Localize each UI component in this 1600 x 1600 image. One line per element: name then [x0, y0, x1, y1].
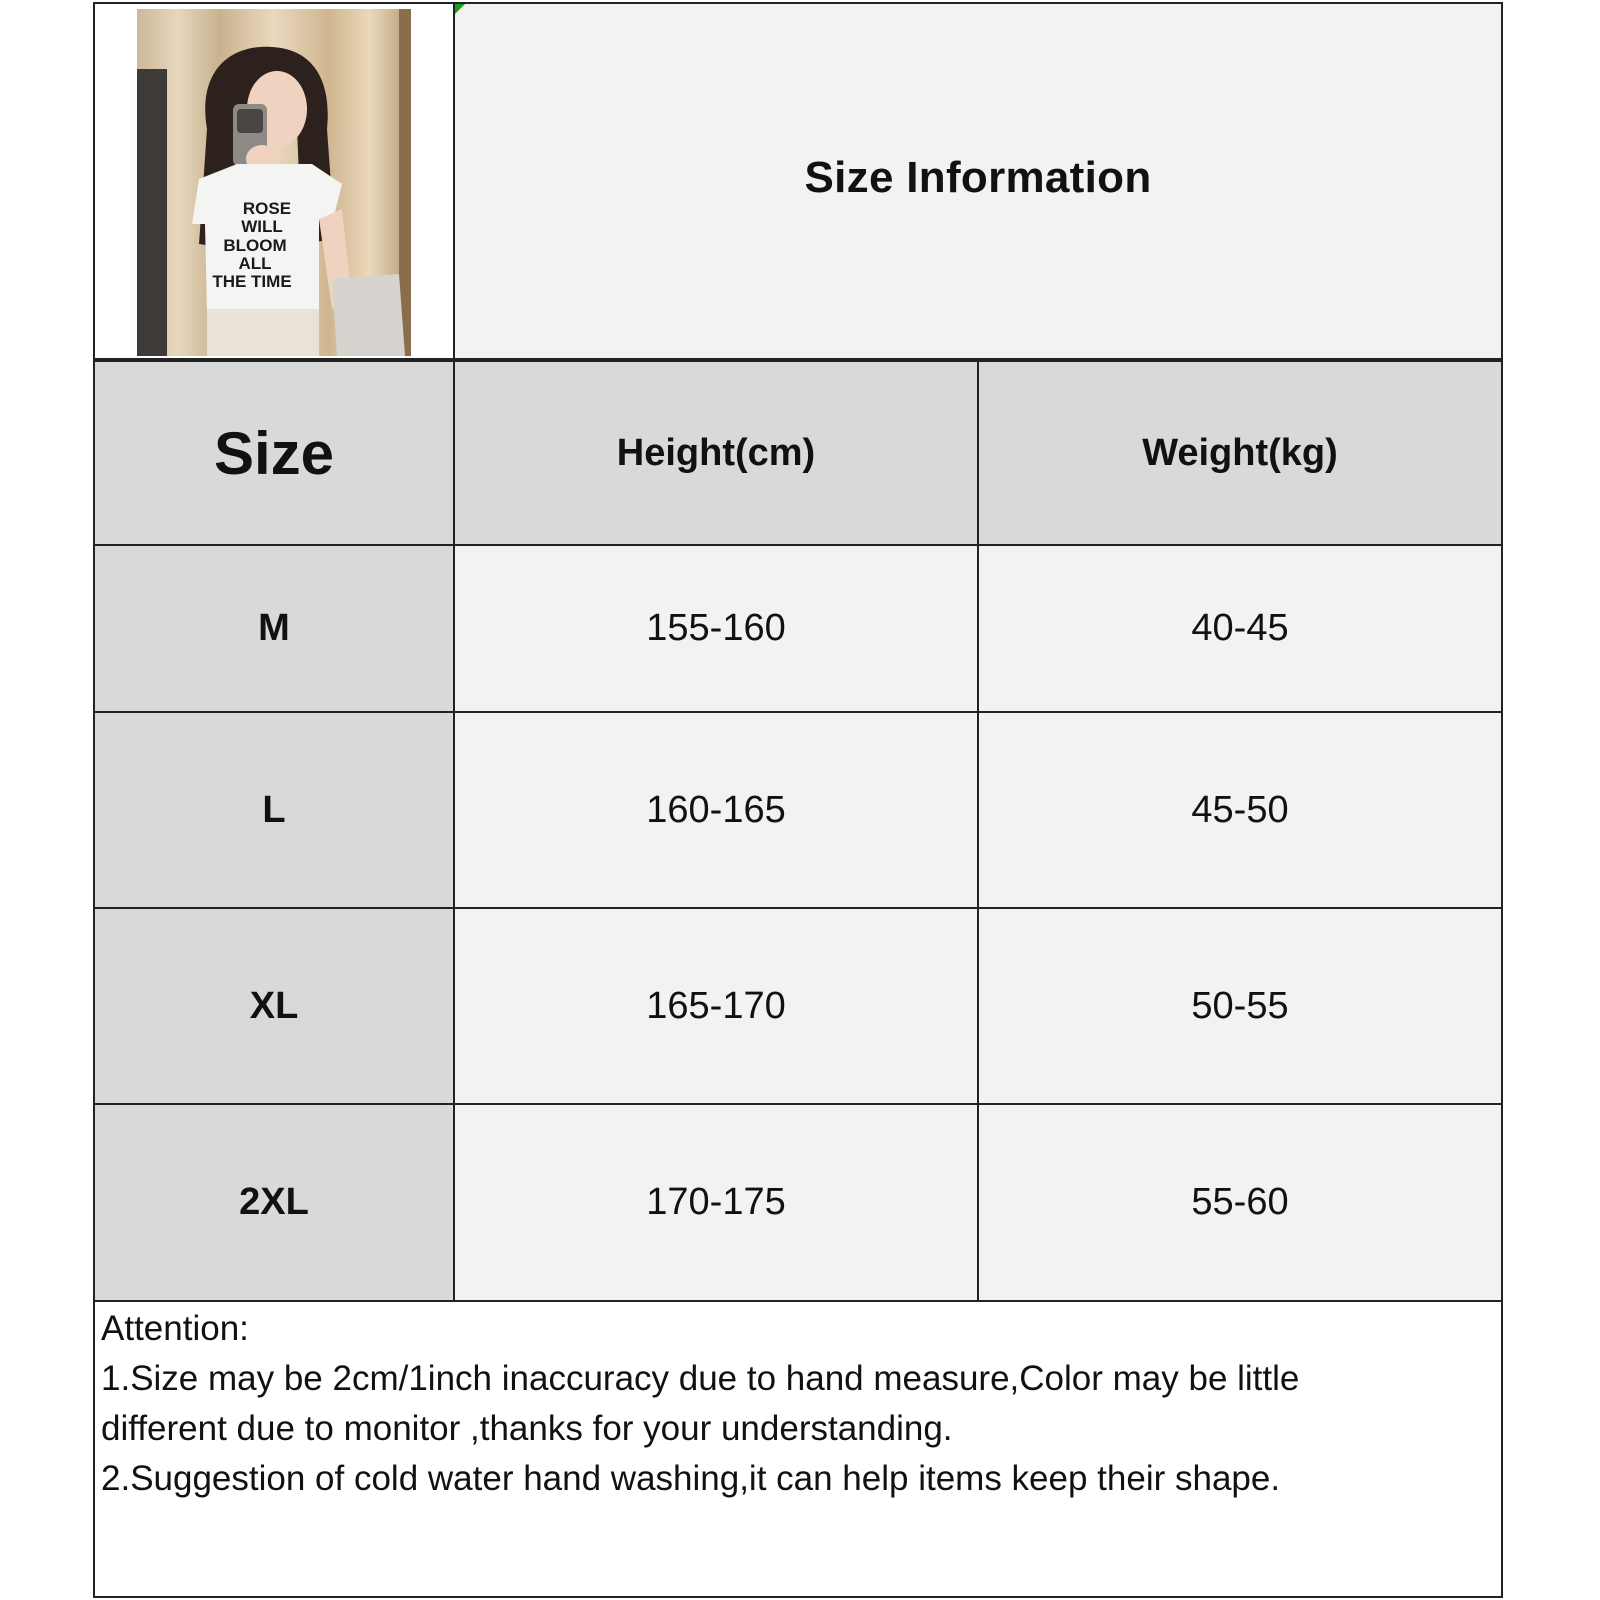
- shirt-text-line: WILL: [241, 217, 283, 236]
- grid-divider: [95, 711, 1501, 713]
- grid-divider: [95, 358, 1501, 362]
- height-cell: 170-175: [455, 1105, 977, 1300]
- product-photo: [137, 9, 411, 356]
- grid-divider: [95, 1300, 1501, 1302]
- weight-cell: 55-60: [979, 1105, 1501, 1300]
- grid-divider: [95, 1103, 1501, 1105]
- grid-divider: [453, 4, 455, 1302]
- weight-cell: 45-50: [979, 713, 1501, 907]
- notes-heading: Attention:: [101, 1309, 249, 1348]
- title-cell: [455, 4, 1501, 358]
- height-cell: 160-165: [455, 713, 977, 907]
- size-cell: 2XL: [95, 1105, 453, 1300]
- shirt-text-line: ROSE: [242, 199, 292, 218]
- height-header: Height(cm): [455, 362, 977, 544]
- note-line: 2.Suggestion of cold water hand washing,it can help items keep their shape.: [101, 1459, 1281, 1498]
- shirt-text-line: BLOOM: [223, 236, 287, 255]
- note-line: 1.Size may be 2cm/1inch inaccuracy due to hand measure,Color may be little: [101, 1359, 1300, 1398]
- size-cell: XL: [95, 909, 453, 1103]
- cell-marker-icon: [455, 4, 465, 14]
- size-cell: L: [95, 713, 453, 907]
- product-photo-cell: [95, 4, 453, 358]
- grid-divider: [95, 544, 1501, 546]
- weight-header: Weight(kg): [979, 362, 1501, 544]
- height-cell: 165-170: [455, 909, 977, 1103]
- weight-cell: 50-55: [979, 909, 1501, 1103]
- shirt-text-line: THE TIME: [212, 272, 292, 291]
- weight-cell: 40-45: [979, 546, 1501, 711]
- size-cell: M: [95, 546, 453, 711]
- height-cell: 155-160: [455, 546, 977, 711]
- chart-title: Size Information: [804, 153, 1152, 202]
- attention-notes: [101, 1304, 1491, 1504]
- grid-divider: [977, 360, 979, 1302]
- size-header: Size: [95, 362, 453, 544]
- note-line: different due to monitor ,thanks for your understanding.: [101, 1409, 953, 1448]
- shirt-text-line: ALL: [238, 254, 272, 273]
- size-chart: [93, 2, 1503, 1598]
- grid-divider: [95, 907, 1501, 909]
